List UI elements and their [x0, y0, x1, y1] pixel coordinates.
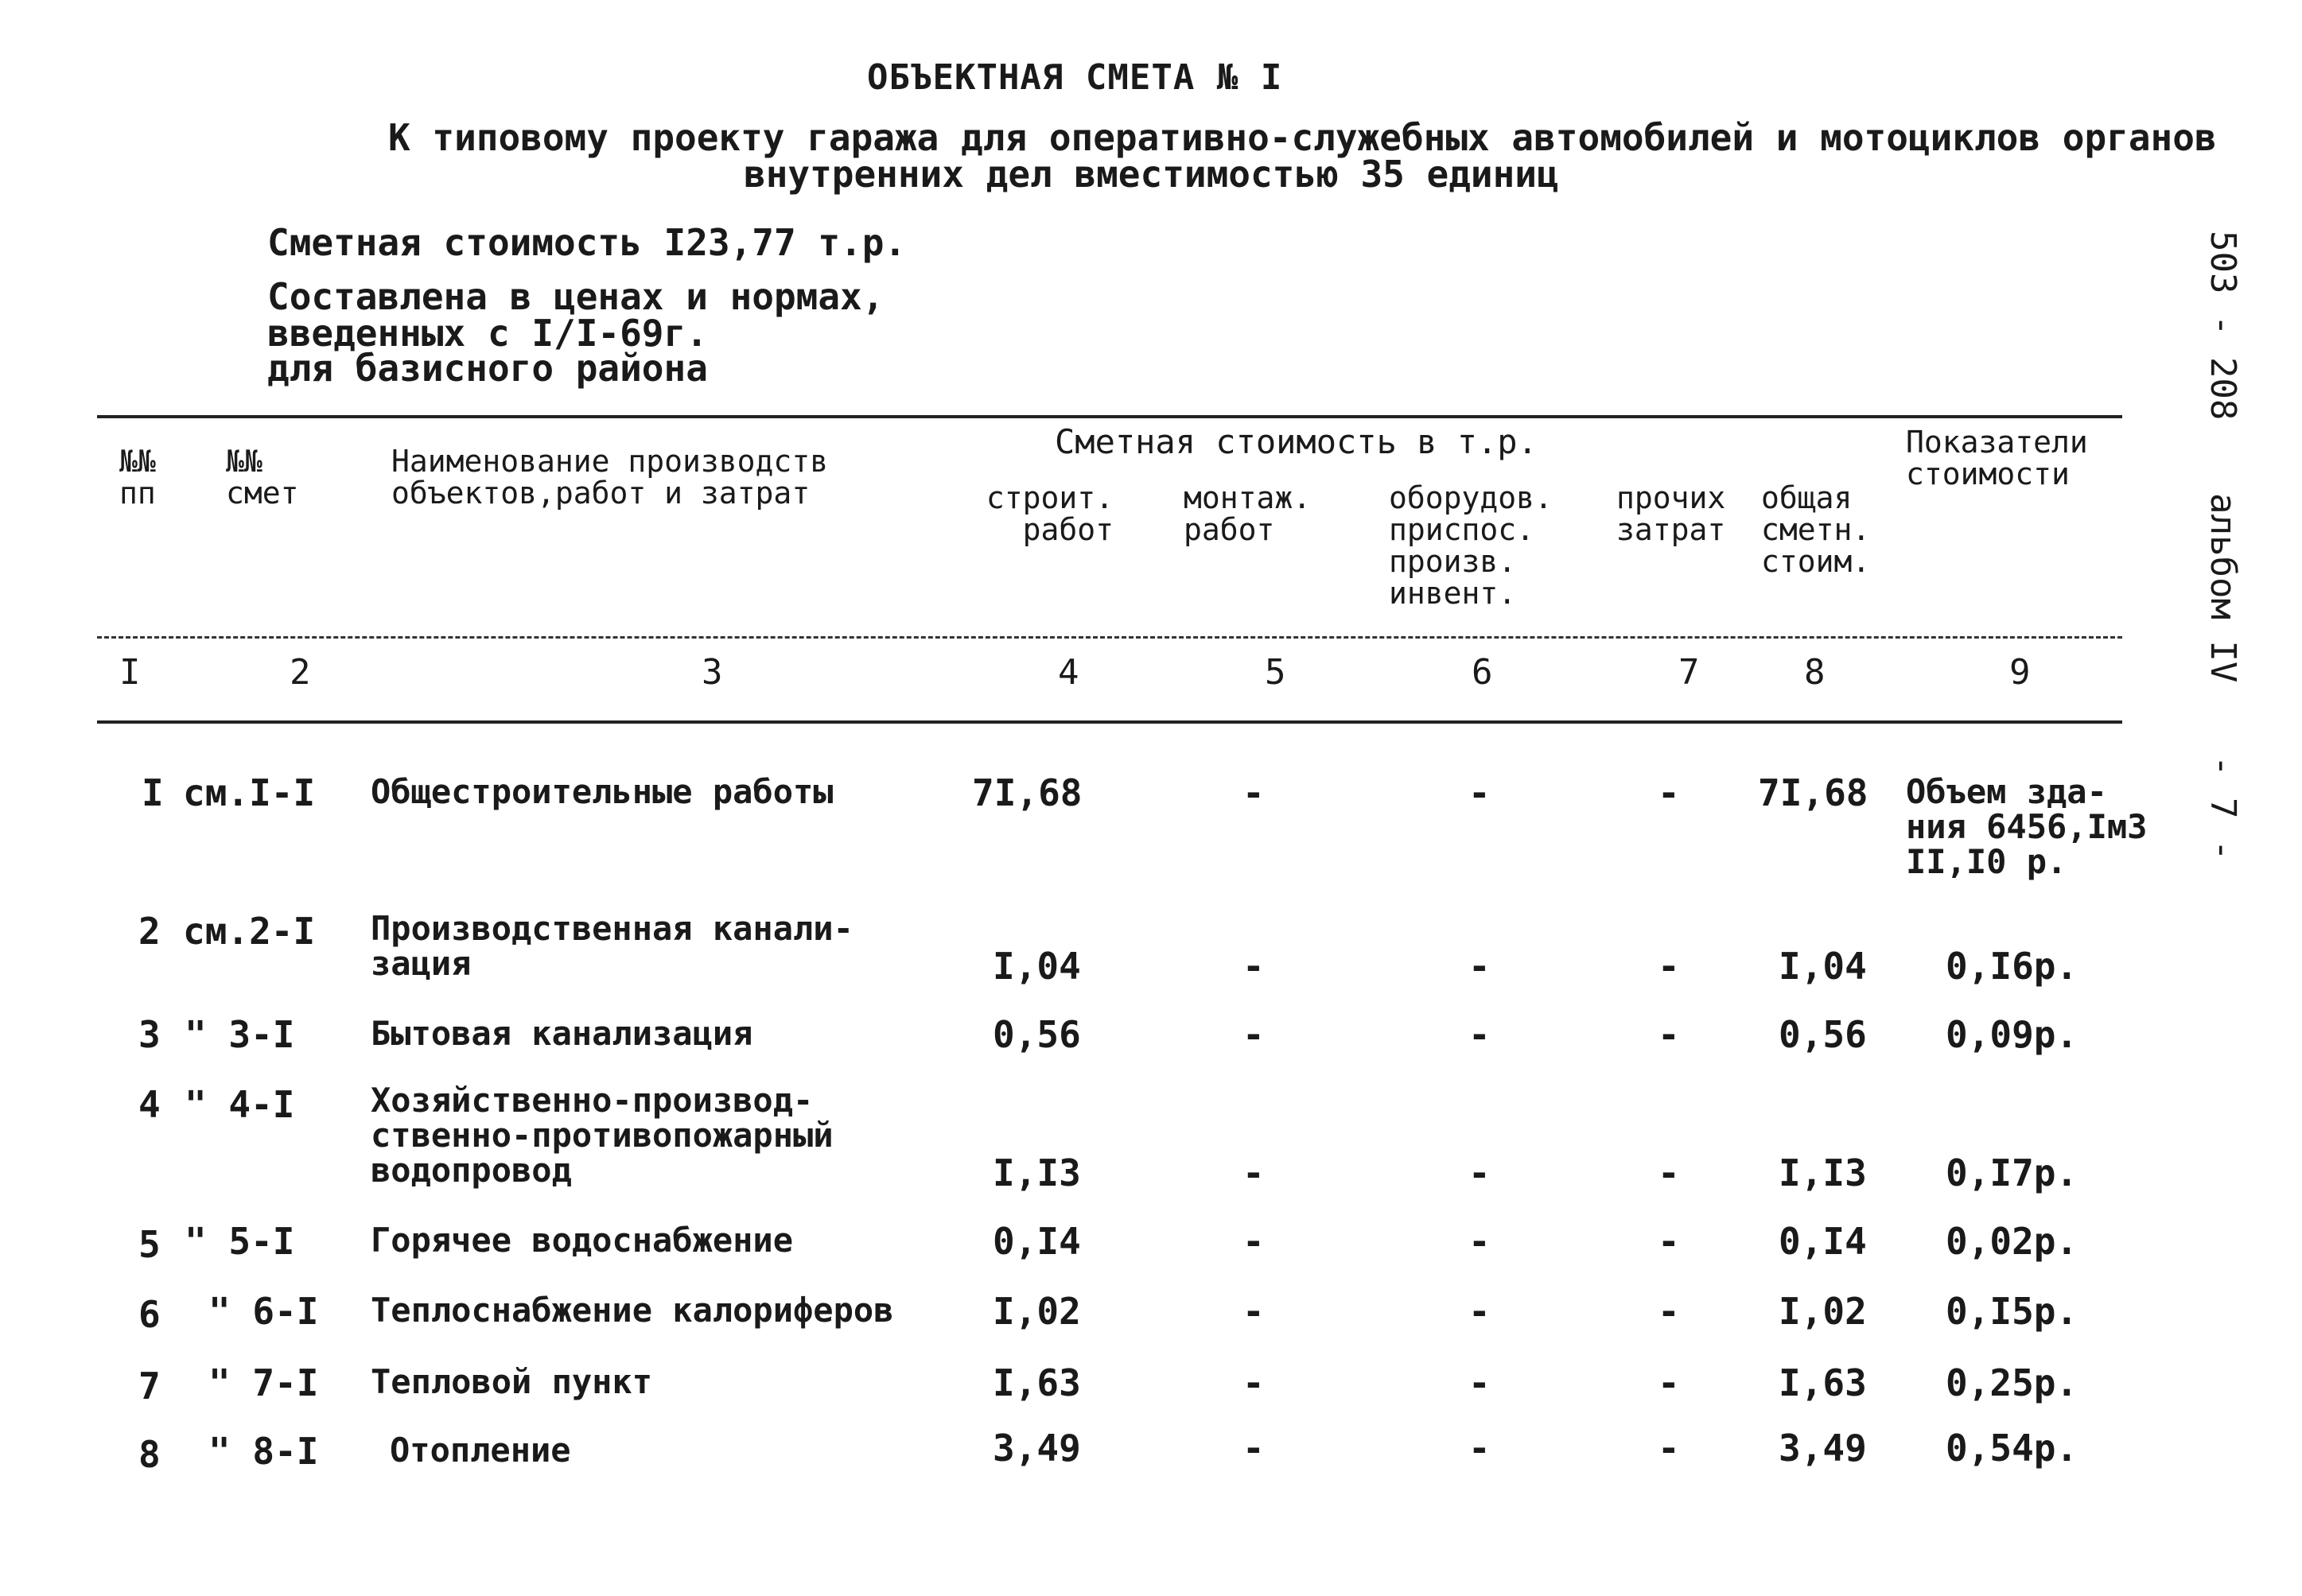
row8-name: Отопление	[390, 1431, 571, 1470]
row8-installation: -	[1242, 1427, 1265, 1470]
row5-total: 0,I4	[1779, 1220, 1867, 1263]
row1-installation: -	[1242, 771, 1265, 814]
row4-number: 4	[138, 1083, 161, 1126]
row1-equipment: -	[1468, 771, 1491, 814]
row4-total: I,I3	[1779, 1151, 1867, 1194]
row7-indicator: 0,25р.	[1946, 1361, 2078, 1404]
column-number-rule	[97, 720, 2122, 724]
header-construction: строит. работ	[986, 480, 1114, 547]
row3-construction: 0,56	[993, 1013, 1081, 1056]
header-indicators: Показатели стоимости	[1906, 425, 2088, 491]
row7-other: -	[1658, 1361, 1680, 1404]
row7-installation: -	[1242, 1361, 1265, 1404]
row4-equipment: -	[1468, 1151, 1491, 1194]
row5-equipment: -	[1468, 1220, 1491, 1263]
row2-construction: I,04	[993, 945, 1081, 988]
row4-name: Хозяйственно-производ- ственно-противопожарный водопровод	[371, 1081, 834, 1190]
row3-total: 0,56	[1779, 1013, 1867, 1056]
row2-estimate: см.2-I	[183, 910, 316, 953]
row7-total: I,63	[1779, 1361, 1867, 1404]
row7-estimate: " 7-I	[208, 1361, 319, 1404]
row6-name: Теплоснабжение калориферов	[371, 1291, 894, 1330]
row5-installation: -	[1242, 1220, 1265, 1263]
header-estimate-number: №№ смет	[226, 444, 299, 511]
side-album: альбом IV	[2203, 493, 2243, 683]
row2-name: Производственная канали- зация	[371, 909, 854, 983]
compiled-line-2: введенных с I/I-69г.	[267, 312, 708, 355]
colnum-5: 5	[1265, 652, 1286, 693]
row6-total: I,02	[1779, 1290, 1867, 1333]
row2-total: I,04	[1779, 945, 1867, 988]
row2-other: -	[1658, 945, 1680, 988]
row5-estimate: " 5-I	[185, 1220, 295, 1263]
row8-total: 3,49	[1779, 1427, 1867, 1470]
colnum-2: 2	[290, 652, 311, 693]
row3-installation: -	[1242, 1013, 1265, 1056]
row3-other: -	[1658, 1013, 1680, 1056]
row1-other: -	[1658, 771, 1680, 814]
row6-installation: -	[1242, 1290, 1265, 1333]
row5-number: 5	[138, 1223, 161, 1266]
subtitle-line-1: К типовому проекту гаража для оперативно-служебных автомобилей и мотоциклов органов	[388, 116, 2217, 159]
row6-construction: I,02	[993, 1290, 1081, 1333]
table-top-rule	[97, 415, 2122, 418]
row8-estimate: " 8-I	[208, 1430, 319, 1473]
header-row-number: №№ пп	[119, 444, 156, 511]
row1-name: Общестроительные работы	[371, 772, 834, 811]
compiled-line-1: Составлена в ценах и нормах,	[267, 275, 885, 318]
estimated-cost: Сметная стоимость I23,77 т.р.	[267, 221, 907, 264]
row5-name: Горячее водоснабжение	[371, 1221, 794, 1260]
row2-equipment: -	[1468, 945, 1491, 988]
row1-indicator: Объем зда- ния 6456,Iм3 II,I0 р.	[1906, 772, 2148, 881]
subtitle-line-2: внутренних дел вместимостью 35 единиц	[744, 153, 1559, 196]
colnum-4: 4	[1058, 652, 1079, 693]
row5-construction: 0,I4	[993, 1220, 1081, 1263]
header-equipment: оборудов. приспос. произв. инвент.	[1389, 480, 1553, 611]
row4-estimate: " 4-I	[185, 1083, 295, 1126]
side-page: - 7 -	[2203, 755, 2243, 861]
colnum-8: 8	[1804, 652, 1826, 693]
row7-name: Тепловой пункт	[371, 1362, 653, 1401]
row3-equipment: -	[1468, 1013, 1491, 1056]
side-code: 503 - 208	[2203, 231, 2243, 421]
row2-indicator: 0,I6р.	[1946, 945, 2078, 988]
row6-equipment: -	[1468, 1290, 1491, 1333]
row8-other: -	[1658, 1427, 1680, 1470]
row3-indicator: 0,09р.	[1946, 1013, 2078, 1056]
row4-construction: I,I3	[993, 1151, 1081, 1194]
header-installation: монтаж. работ	[1184, 480, 1312, 547]
row4-installation: -	[1242, 1151, 1265, 1194]
colnum-1: I	[119, 652, 141, 693]
row6-indicator: 0,I5р.	[1946, 1290, 2078, 1333]
row1-total: 7I,68	[1758, 771, 1868, 814]
row1-construction: 7I,68	[972, 771, 1083, 814]
row4-indicator: 0,I7р.	[1946, 1151, 2078, 1194]
row7-equipment: -	[1468, 1361, 1491, 1404]
row8-number: 8	[138, 1433, 161, 1476]
document-title: ОБЪЕКТНАЯ СМЕТА № I	[867, 57, 1283, 98]
colnum-9: 9	[2009, 652, 2031, 693]
header-bottom-rule	[97, 636, 2122, 639]
header-total: общая сметн. стоим.	[1761, 480, 1871, 579]
row5-other: -	[1658, 1220, 1680, 1263]
row7-number: 7	[138, 1365, 161, 1408]
colnum-3: 3	[702, 652, 723, 693]
header-name: Наименование производств объектов,работ и затрат	[391, 444, 829, 511]
row2-installation: -	[1242, 945, 1265, 988]
row1-number: I	[142, 771, 164, 814]
row3-name: Бытовая канализация	[371, 1014, 753, 1053]
colnum-6: 6	[1472, 652, 1493, 693]
row5-indicator: 0,02р.	[1946, 1220, 2078, 1263]
row8-construction: 3,49	[993, 1427, 1081, 1470]
row1-estimate: см.I-I	[183, 771, 316, 814]
header-cost-group: Сметная стоимость в т.р.	[1055, 422, 1538, 461]
colnum-7: 7	[1678, 652, 1700, 693]
row8-indicator: 0,54р.	[1946, 1427, 2078, 1470]
row3-number: 3	[138, 1013, 161, 1056]
row3-estimate: " 3-I	[185, 1013, 295, 1056]
row8-equipment: -	[1468, 1427, 1491, 1470]
row7-construction: I,63	[993, 1361, 1081, 1404]
row4-other: -	[1658, 1151, 1680, 1194]
row6-estimate: " 6-I	[208, 1290, 319, 1333]
row2-number: 2	[138, 910, 161, 953]
row6-number: 6	[138, 1293, 161, 1336]
header-other: прочих затрат	[1616, 480, 1726, 547]
row6-other: -	[1658, 1290, 1680, 1333]
compiled-line-3: для базисного района	[267, 347, 708, 390]
